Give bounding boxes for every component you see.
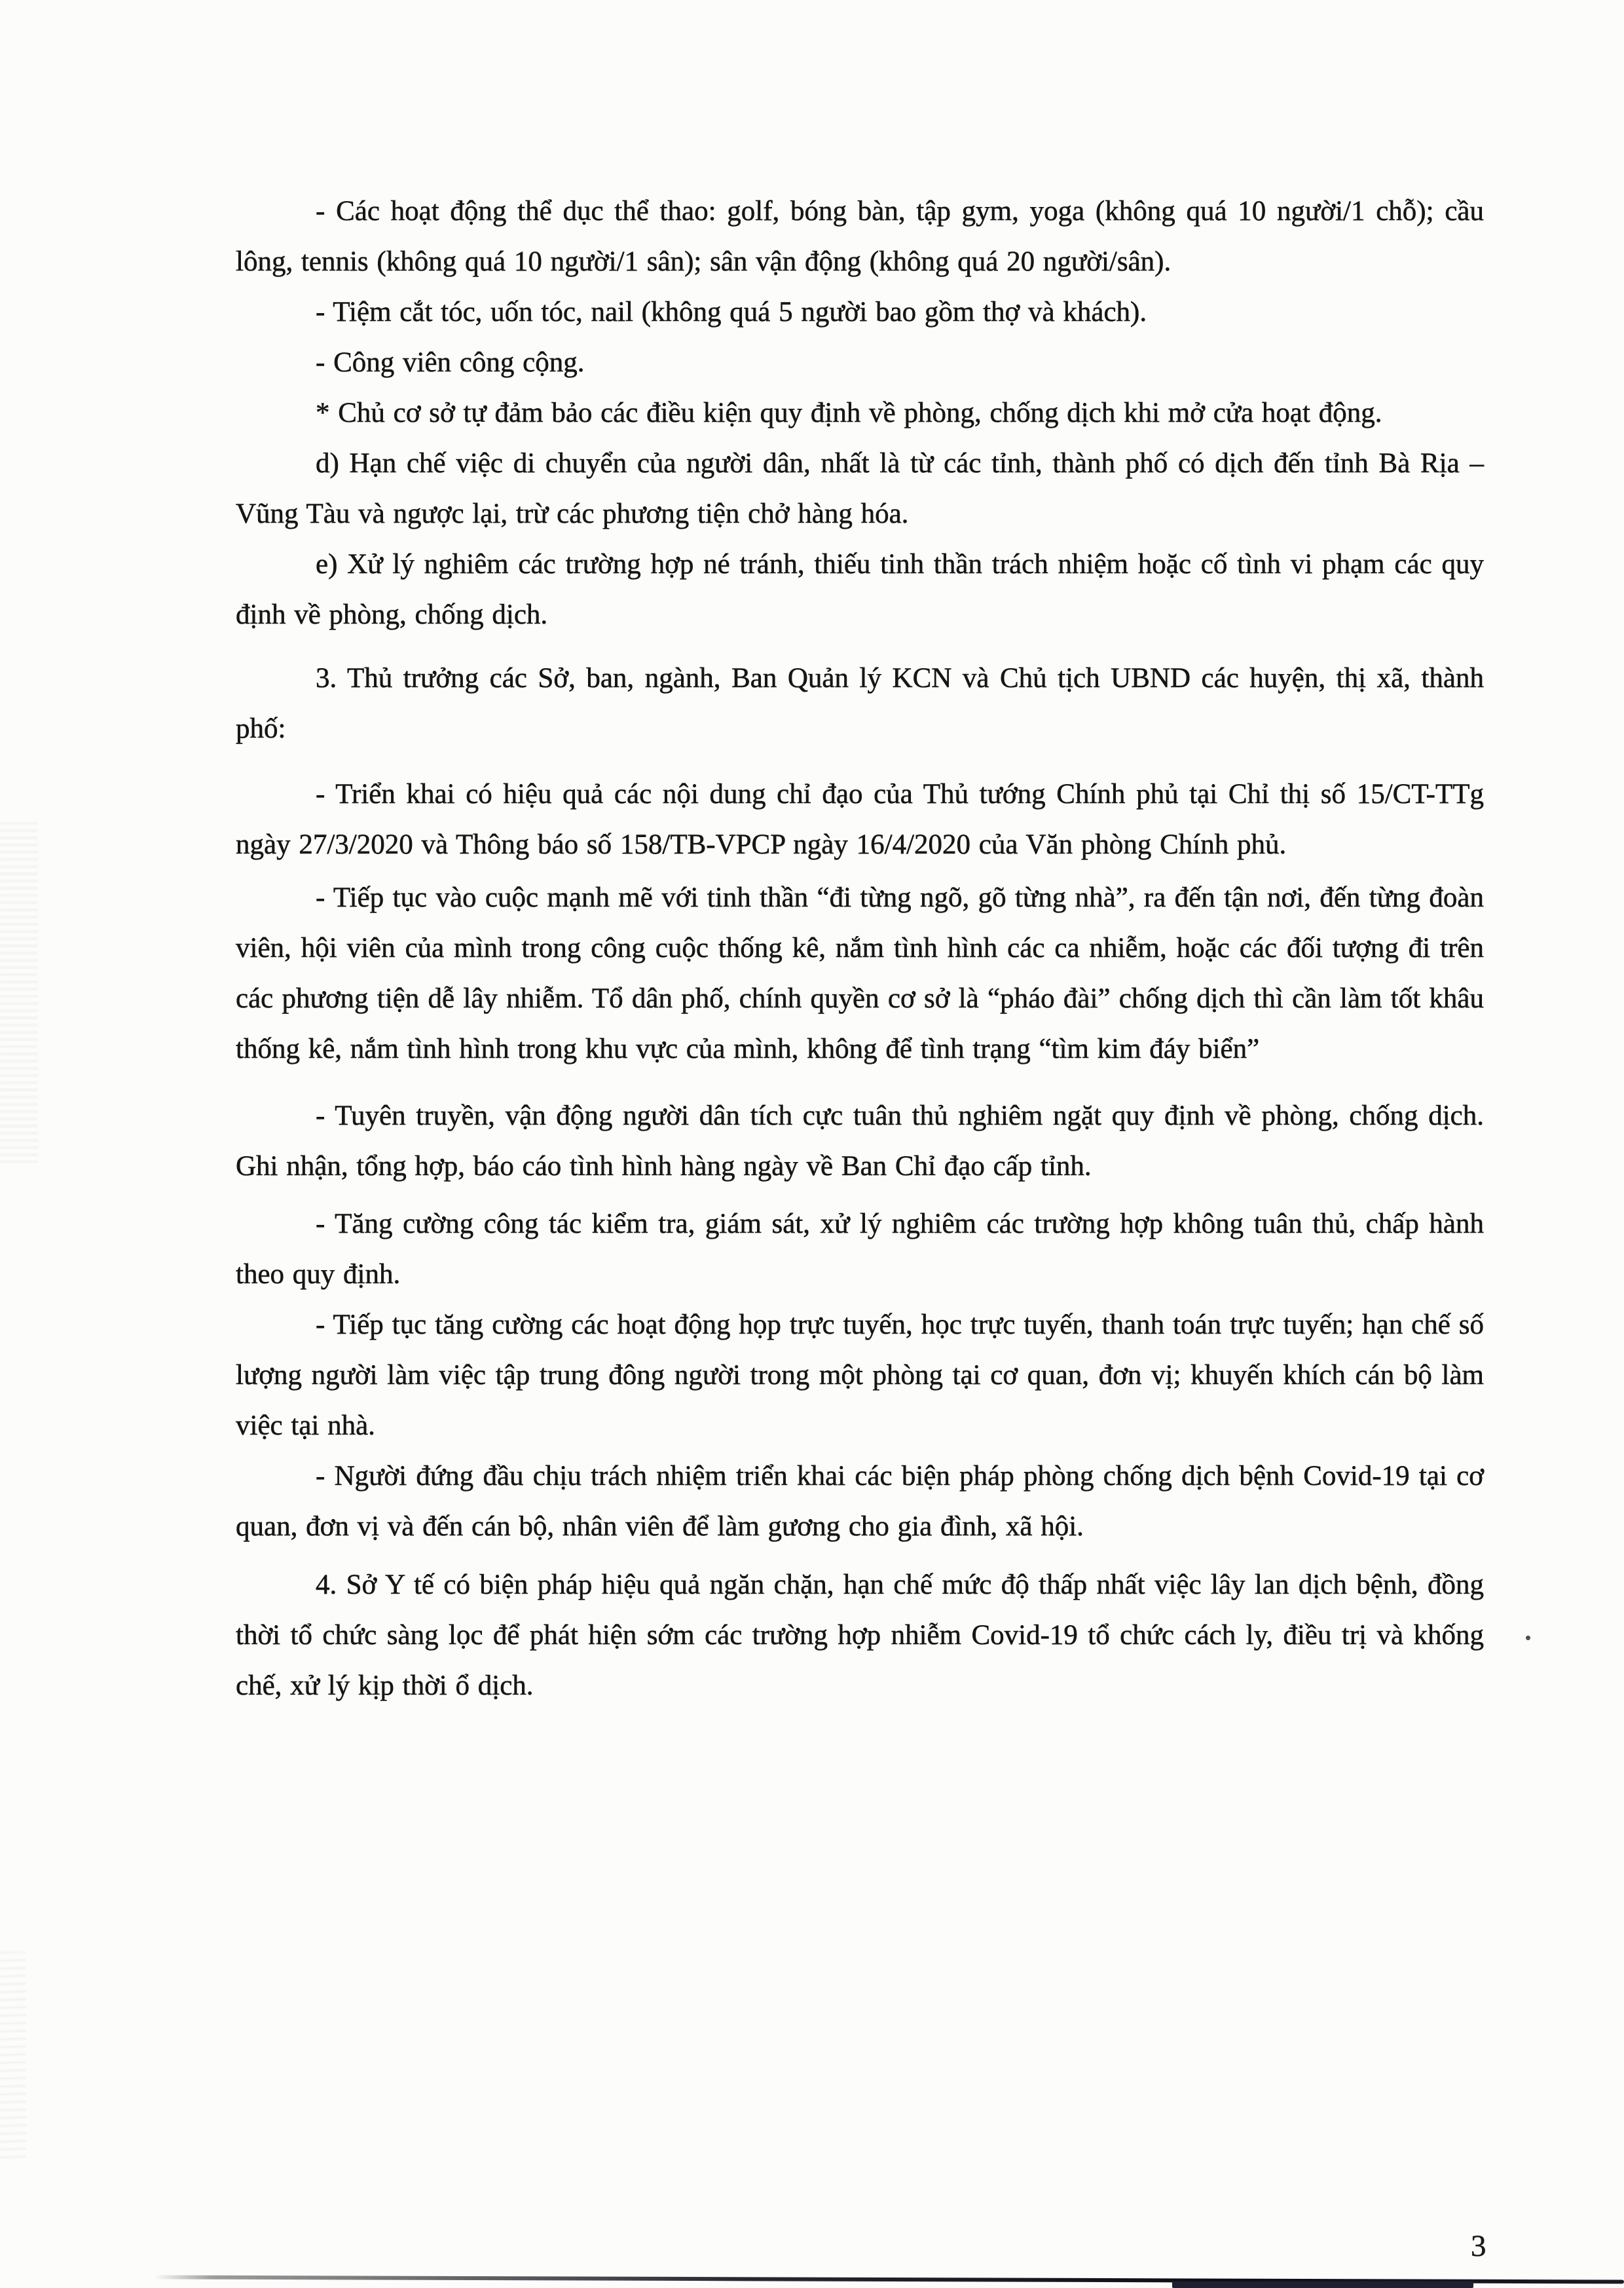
scan-noise-left-lower — [0, 1952, 26, 2162]
paragraph-item-d-travel-restriction: d) Hạn chế việc di chuyển của người dân, nhất là từ các tỉnh, thành phố có dịch đến tỉnh Bà Rịa – Vũng Tàu và ngược lại, trừ các phương tiện chở hàng hóa. — [236, 448, 1484, 529]
paragraph-section-4-health-dept: 4. Sở Y tế có biện pháp hiệu quả ngăn chặn, hạn chế mức độ thấp nhất việc lây lan dịch bệnh, đồng thời tổ chức sàng lọc để phát hiện sớm các trường hợp nhiễm Covid-19 tổ chức cách ly, điều trị và khống chế, xử lý kịp thời ổ dịch. — [236, 1569, 1484, 1701]
paragraph-owner-responsibility: * Chủ cơ sở tự đảm bảo các điều kiện quy định về phòng, chống dịch khi mở cửa hoạt động. — [316, 398, 1382, 428]
scan-speck — [1526, 1636, 1530, 1640]
paragraph-leader-responsibility: - Người đứng đầu chịu trách nhiệm triển khai các biện pháp phòng chống dịch bệnh Covid-19 tại cơ quan, đơn vị và đến cán bộ, nhân viên để làm gương cho gia đình, xã hội. — [236, 1461, 1484, 1542]
scan-noise-left — [0, 822, 38, 1163]
paragraph-hair-salons: - Tiệm cắt tóc, uốn tóc, nail (không quá 5 người bao gồm thợ và khách). — [316, 297, 1147, 328]
text-block — [236, 186, 1484, 1711]
bottom-scan-edge-segment — [1172, 2281, 1473, 2288]
paragraph-propaganda: - Tuyên truyền, vận động người dân tích cực tuân thủ nghiêm ngặt quy định về phòng, chống dịch. Ghi nhận, tổng hợp, báo cáo tình hình hàng ngày về Ban Chỉ đạo cấp tỉnh. — [236, 1100, 1484, 1182]
paragraph-door-to-door: - Tiếp tục vào cuộc mạnh mẽ với tinh thần “đi từng ngõ, gõ từng nhà”, ra đến tận nơi, đến từng đoàn viên, hội viên của mình trong công cuộc thống kê, nắm tình hình các ca nhiễm, hoặc các đối tượng đi trên các phương tiện dễ lây nhiễm. Tổ dân phố, chính quyền cơ sở là “pháo đài” chống dịch thì cần làm tốt khâu thống kê, nắm tình hình trong khu vực của mình, không để tình trạng “tìm kim đáy biển” — [236, 882, 1484, 1064]
paragraph-item-e-strict-handling: e) Xử lý nghiêm các trường hợp né tránh, thiếu tinh thần trách nhiệm hoặc cố tình vi phạm các quy định về phòng, chống dịch. — [236, 549, 1484, 630]
paragraph-inspection: - Tăng cường công tác kiểm tra, giám sát, xử lý nghiêm các trường hợp không tuân thủ, chấp hành theo quy định. — [236, 1209, 1484, 1290]
paragraph-section-3-heads: 3. Thủ trưởng các Sở, ban, ngành, Ban Quản lý KCN và Chủ tịch UBND các huyện, thị xã, thành phố: — [236, 663, 1484, 744]
paragraph-public-parks: - Công viên công cộng. — [316, 347, 585, 378]
paragraph-sports-activities: - Các hoạt động thể dục thể thao: golf, bóng bàn, tập gym, yoga (không quá 10 người/1 chỗ); cầu lông, tennis (không quá 10 người/1 sân); sân vận động (không quá 20 người/sân). — [236, 196, 1484, 277]
paragraph-online-activities: - Tiếp tục tăng cường các hoạt động họp trực tuyến, học trực tuyến, thanh toán trực tuyến; hạn chế số lượng người làm việc tập trung đông người trong một phòng tại cơ quan, đơn vị; khuyến khích cán bộ làm việc tại nhà. — [236, 1309, 1484, 1441]
paragraph-implement-directives: - Triển khai có hiệu quả các nội dung chỉ đạo của Thủ tướng Chính phủ tại Chỉ thị số 15/CT-TTg ngày 27/3/2020 và Thông báo số 158/TB-VPCP ngày 16/4/2020 của Văn phòng Chính phủ. — [236, 779, 1484, 860]
page-number: 3 — [1471, 2229, 1486, 2263]
